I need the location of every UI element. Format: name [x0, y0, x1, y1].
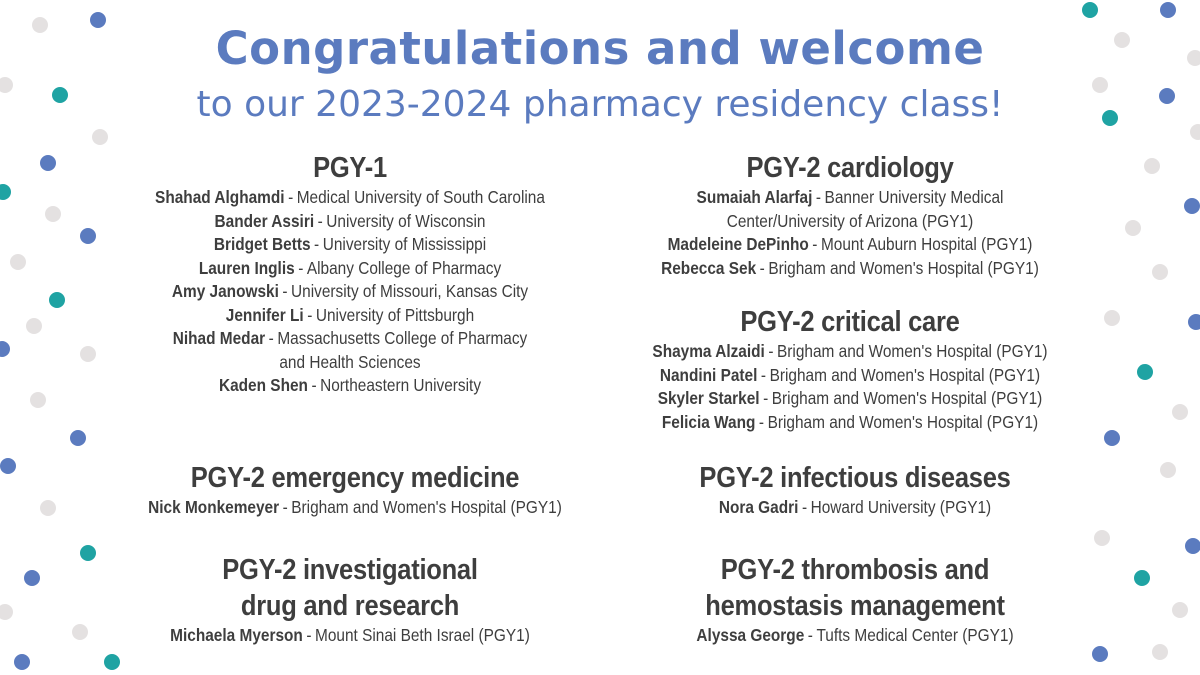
resident-entry: Nick Monkemeyer - Brigham and Women's Hospital (PGY1) [148, 497, 562, 517]
resident-school: Mount Sinai Beth Israel (PGY1) [314, 625, 530, 645]
resident-school: Howard University (PGY1) [810, 497, 992, 517]
section-title: PGY-1 [313, 152, 387, 184]
resident-school: Brigham and Women's Hospital (PGY1) [771, 388, 1043, 408]
resident-entry: Nora Gadri - Howard University (PGY1) [718, 497, 992, 517]
section-title: PGY-2 emergency medicine [190, 462, 520, 494]
resident-entry: Skyler Starkel - Brigham and Women's Hospital (PGY1) [657, 388, 1043, 408]
resident-name: Bander Assiri [214, 210, 315, 231]
resident-name: Nick Monkemeyer [148, 497, 280, 517]
resident-entry: Kaden Shen - Northeastern University [218, 375, 482, 395]
section-pgy2-critical-care [590, 304, 1110, 434]
resident-entry: Nandini Patel - Brigham and Women's Hospital (PGY1) [659, 364, 1041, 385]
resident-school: Brigham and Women's Hospital (PGY1) [777, 341, 1048, 361]
resident-school: Massachusetts College of Pharmacy [277, 328, 528, 348]
section-pgy2-investigational-drug [90, 552, 610, 648]
resident-name: Sumaiah Alarfaj [696, 187, 813, 207]
resident-entry: Sumaiah Alarfaj - Banner University Medical Center/University of Arizona (PGY1) [621, 186, 1079, 233]
resident-school: Banner University Medical [824, 187, 1004, 207]
resident-entry: Shahad Alghamdi - Medical University of South Carolina [155, 187, 545, 207]
section-pgy2-thrombosis-hemostasis [590, 552, 1120, 648]
resident-entry: Nihad Medar - Massachusetts College of Pharmacy and Health Sciences [121, 327, 579, 374]
resident-school: Brigham and Women's Hospital (PGY1) [767, 411, 1039, 432]
section-title: PGY-2 cardiology [746, 152, 954, 184]
resident-school: University of Pittsburgh [315, 304, 475, 325]
section-title-line1: PGY-2 investigational [222, 554, 478, 586]
resident-name: Madeleine DePinho [667, 234, 809, 254]
section-title-line2: hemostasis management [705, 590, 1005, 622]
resident-school: Brigham and Women's Hospital (PGY1) [768, 257, 1039, 278]
resident-school-continued: and Health Sciences [279, 351, 421, 372]
section-pgy2-emergency-medicine [80, 460, 630, 520]
section-title: PGY-2 critical care [740, 306, 960, 338]
resident-entry: Amy Janowski - University of Missouri, Kansas City [171, 281, 529, 301]
resident-school: Mount Auburn Hospital (PGY1) [820, 234, 1033, 254]
resident-entry: Alyssa George - Tufts Medical Center (PGY1) [696, 625, 1014, 645]
resident-school: University of Mississippi [322, 234, 487, 254]
resident-entry: Lauren Inglis - Albany College of Pharmacy [198, 257, 502, 278]
resident-entry: Michaela Myerson - Mount Sinai Beth Israel (PGY1) [170, 625, 530, 645]
resident-entry: Jennifer Li - University of Pittsburgh [225, 304, 475, 325]
page-title: Congratulations and welcome [215, 22, 985, 75]
resident-name: Shayma Alzaidi [652, 341, 765, 361]
section-title-line1: PGY-2 thrombosis and [720, 554, 990, 586]
resident-entry: Felicia Wang - Brigham and Women's Hospital (PGY1) [661, 411, 1039, 432]
resident-name: Amy Janowski [171, 281, 279, 301]
resident-name: Nora Gadri [718, 497, 799, 517]
resident-name: Bridget Betts [213, 234, 311, 254]
resident-name: Kaden Shen [218, 375, 308, 395]
resident-school: Northeastern University [320, 375, 482, 395]
resident-name: Lauren Inglis [198, 257, 295, 278]
resident-entry: Madeleine DePinho - Mount Auburn Hospital (PGY1) [667, 234, 1033, 254]
section-title-line2: drug and research [240, 590, 460, 622]
resident-entry: Bander Assiri - University of Wisconsin [214, 210, 486, 231]
resident-entry: Rebecca Sek - Brigham and Women's Hospital (PGY1) [661, 257, 1039, 278]
page-subtitle: to our 2023-2024 pharmacy residency class! [196, 84, 1004, 125]
resident-school: University of Wisconsin [326, 210, 486, 231]
resident-entry: Shayma Alzaidi - Brigham and Women's Hospital (PGY1) [652, 341, 1048, 361]
resident-name: Rebecca Sek [661, 257, 757, 278]
resident-school: Tufts Medical Center (PGY1) [816, 625, 1014, 645]
resident-name: Michaela Myerson [170, 625, 303, 645]
resident-name: Nandini Patel [659, 364, 758, 385]
resident-name: Shahad Alghamdi [155, 187, 285, 207]
section-pgy2-cardiology [590, 150, 1110, 280]
resident-school: Brigham and Women's Hospital (PGY1) [291, 497, 562, 517]
section-pgy1 [90, 150, 610, 398]
resident-name: Skyler Starkel [657, 388, 760, 408]
resident-school-continued: Center/University of Arizona (PGY1) [726, 210, 974, 231]
resident-school: Medical University of South Carolina [296, 187, 545, 207]
resident-school: University of Missouri, Kansas City [291, 281, 529, 301]
resident-name: Alyssa George [696, 625, 805, 645]
resident-name: Jennifer Li [225, 304, 304, 325]
resident-name: Nihad Medar [172, 328, 266, 348]
resident-school: Brigham and Women's Hospital (PGY1) [769, 364, 1041, 385]
resident-name: Felicia Wang [661, 411, 756, 432]
resident-entry: Bridget Betts - University of Mississippi [213, 234, 487, 254]
resident-school: Albany College of Pharmacy [306, 257, 502, 278]
section-pgy2-infectious-diseases [590, 460, 1120, 520]
section-title: PGY-2 infectious diseases [699, 462, 1011, 494]
